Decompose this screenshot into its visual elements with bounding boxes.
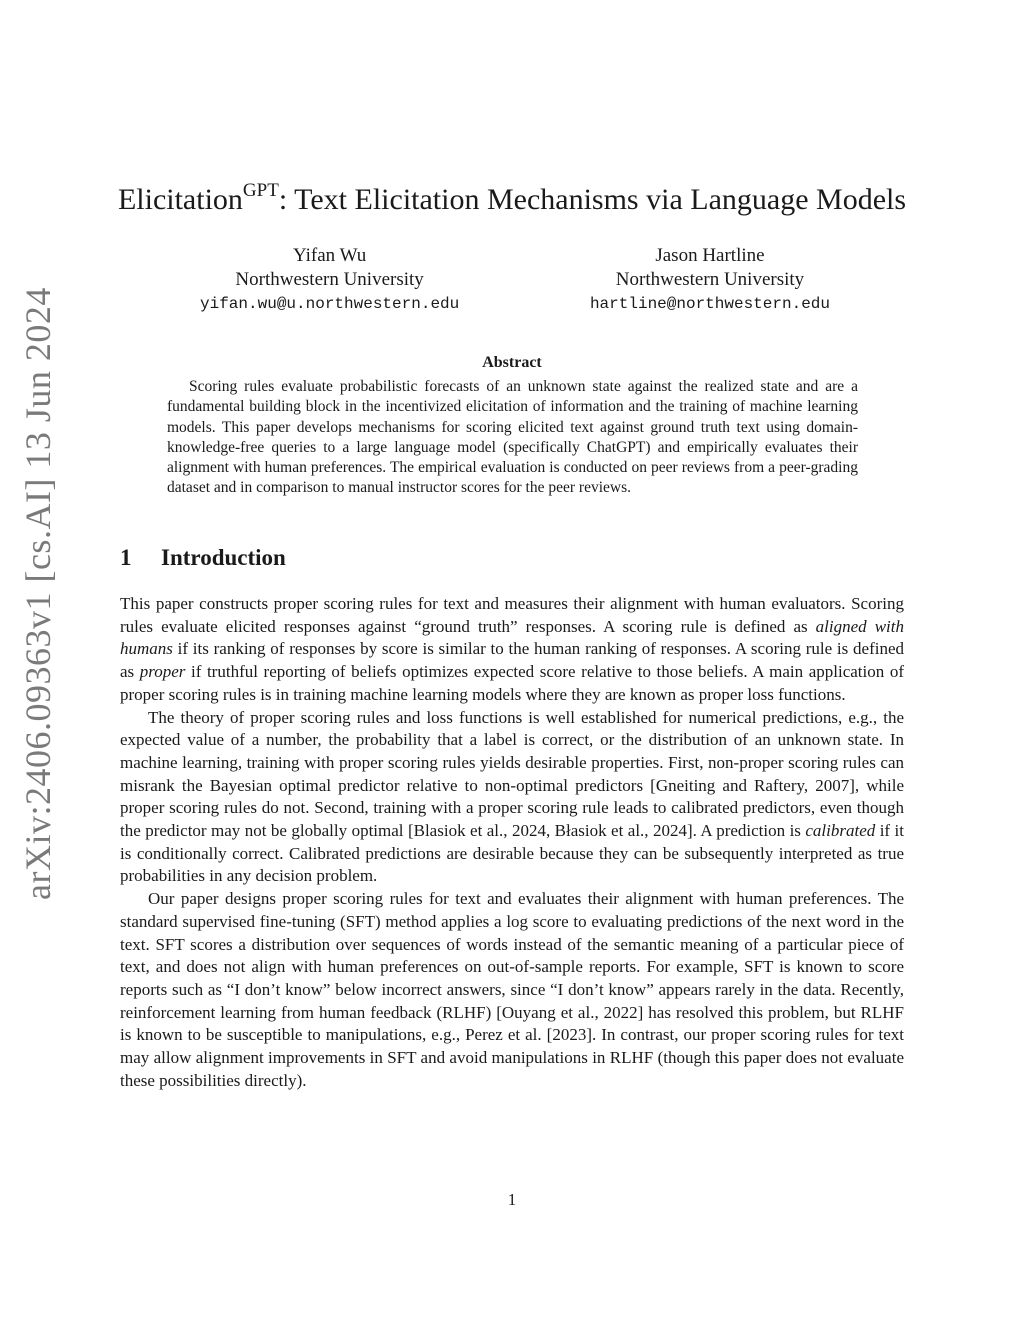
paragraph-2	[120, 707, 904, 889]
section-body	[120, 593, 904, 1092]
author-block	[200, 244, 830, 316]
section-title: Introduction	[161, 545, 286, 570]
paper-title	[0, 180, 1024, 217]
author-email[interactable]: yifan.wu@u.northwestern.edu	[200, 295, 460, 313]
page-number: 1	[507, 1190, 517, 1209]
author-1	[200, 244, 459, 316]
paragraph-1	[120, 593, 904, 707]
title-superscript: GPT	[242, 180, 279, 201]
author-affiliation: Northwestern University	[235, 269, 424, 290]
section-heading	[120, 545, 286, 571]
author-2	[590, 244, 830, 316]
arxiv-identifier-stamp[interactable]: arXiv:2406.09363v1 [cs.AI] 13 Jun 2024	[18, 287, 58, 900]
title-main: Elicitation	[117, 183, 243, 216]
paragraph-text: The theory of proper scoring rules and loss functions is well established for numerical predictions, e.g., the expected value of a number, the probability that a label is correct, or the distribution of an unknown state. In machine learning, training with proper scoring rules yields desirable properties. First, non-proper scoring rules can misrank the Bayesian optimal predictor relative to non-optimal predictors [Gneiting and Raftery, 2007], while proper scoring rules do not. Second, training with a proper scoring rule leads to calibrated predictors, even though the predictor may not be globally optimal [Blasiok et al., 2024, Błasiok et al., 2024]. A prediction is	[120, 707, 904, 841]
emphasis-term: aligned with humans	[120, 616, 904, 659]
title-rest: : Text Elicitation Mechanisms via Language Models	[278, 183, 907, 216]
paragraph-text: if it is conditionally correct. Calibrated predictions are desirable because they can be subsequently interpreted as true probabilities in any decision problem.	[120, 821, 904, 886]
emphasis-term: proper	[139, 662, 186, 682]
paragraph-text: This paper constructs proper scoring rules for text and measures their alignment with human evaluators. Scoring rules evaluate elicited responses against “ground truth” responses. A scoring rule is defined as	[120, 594, 904, 636]
section-number: 1	[120, 545, 132, 570]
emphasis-term: calibrated	[805, 821, 876, 841]
abstract-heading: Abstract	[482, 354, 542, 371]
author-name: Yifan Wu	[292, 245, 367, 266]
author-name: Jason Hartline	[655, 245, 765, 266]
paragraph-text: if its ranking of responses by score is similar to the human ranking of responses. A scoring rule is defined as	[120, 639, 904, 682]
paragraph-text: if truthful reporting of beliefs optimizes expected score relative to those beliefs. A main application of proper scoring rules is in training machine learning models where they are known as proper loss functions.	[120, 662, 904, 704]
author-email[interactable]: hartline@northwestern.edu	[589, 295, 830, 313]
abstract-text: Scoring rules evaluate probabilistic forecasts of an unknown state against the realized state and are a fundamental building block in the incentivized elicitation of information and the training of machine learning models. This paper develops mechanisms for scoring elicited text against ground truth text using domain-knowledge-free queries to a large language model (specifically ChatGPT) and empirically evaluates their alignment with human preferences. The empirical evaluation is conducted on peer reviews from a peer-grading dataset and in comparison to manual instructor scores for the peer reviews.	[167, 378, 858, 497]
author-affiliation: Northwestern University	[615, 269, 805, 290]
paragraph-3: Our paper designs proper scoring rules for text and evaluates their alignment with human preferences. The standard supervised fine-tuning (SFT) method applies a log score to evaluating predictions of the next word in the text. SFT scores a distribution over sequences of words instead of the semantic meaning of a particular piece of text, and does not align with human preferences on out-of-sample reports. For example, SFT is known to score reports such as “I don’t know” below incorrect answers, since “I don’t know” appears rarely in the data. Recently, reinforcement learning from human feedback (RLHF) [Ouyang et al., 2022] has resolved this problem, but RLHF is known to be susceptible to manipulations, e.g., Perez et al. [2023]. In contrast, our proper scoring rules for text may allow alignment improvements in SFT and avoid manipulations in RLHF (though this paper does not evaluate these possibilities directly).	[120, 889, 904, 1090]
